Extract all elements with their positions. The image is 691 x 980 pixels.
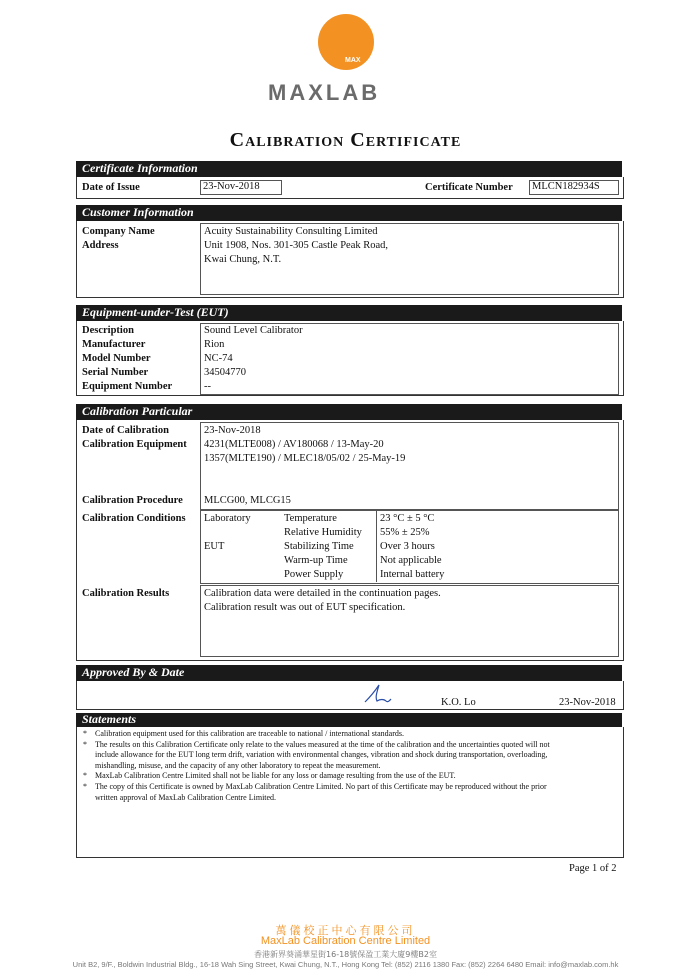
condition-value: 55% ± 25%: [380, 527, 430, 538]
model-number-label: Model Number: [82, 353, 151, 364]
section-heading: Certificate Information: [82, 161, 198, 175]
calibration-conditions-label: Calibration Conditions: [82, 513, 186, 524]
serial-number-label: Serial Number: [82, 367, 149, 378]
logo-wordmark: MAXLAB: [268, 80, 381, 105]
calibration-equipment-line-2: 1357(MLTE190) / MLEC18/05/02 / 25-May-19: [204, 453, 406, 464]
serial-number-value: 34504770: [204, 367, 246, 378]
section-heading: Statements: [82, 712, 137, 726]
eut-header: [76, 305, 622, 321]
section-heading: Customer Information: [82, 205, 194, 219]
condition-eut: EUT: [204, 541, 225, 552]
statement-item: * MaxLab Calibration Centre Limited shall not be liable for any loss or damage resulting from the use of the EUT.: [83, 771, 456, 781]
date-of-issue-value: 23-Nov-2018: [200, 180, 282, 195]
results-line-2: Calibration result was out of EUT specification.: [204, 602, 406, 613]
condition-value: 23 °C ± 5 °C: [380, 513, 435, 524]
logo-tag: MAX: [345, 57, 361, 64]
page-number: Page 1 of 2: [569, 863, 617, 874]
certificate-number-label: Certificate Number: [425, 182, 513, 193]
approved-panel: [76, 681, 624, 710]
footer-address: Unit B2, 9/F., Boldwin Industrial Bldg., 16-18 Wah Sing Street, Kwai Chung, N.T., Hong Kong Tel: (852) 2116 1380 Fax: (852) 2264 6480 Email: info@maxlab.com.hk: [72, 960, 619, 969]
calibration-equipment-label: Calibration Equipment: [82, 439, 187, 450]
calibration-results-label: Calibration Results: [82, 588, 170, 599]
certificate-information-header: [76, 161, 622, 177]
equipment-number-value: --: [204, 381, 211, 392]
manufacturer-value: Rion: [204, 339, 225, 350]
section-heading: Calibration Particular: [82, 404, 193, 418]
document-title: Calibration Certificate: [229, 129, 462, 151]
section-heading: Approved By & Date: [82, 665, 185, 679]
calibration-equipment-line-1: 4231(MLTE008) / AV180068 / 13-May-20: [204, 439, 384, 450]
results-line-1: Calibration data were detailed in the continuation pages.: [204, 588, 441, 599]
signature: [362, 683, 392, 705]
customer-information-header: [76, 205, 622, 221]
calibration-procedure-value: MLCG00, MLCG15: [204, 495, 291, 506]
description-value: Sound Level Calibrator: [204, 325, 303, 336]
footer-chinese-address: 香港新界葵涌華星街16-18號保盈工業大廈9樓B2室: [254, 950, 437, 959]
description-label: Description: [82, 325, 134, 336]
approval-date: 23-Nov-2018: [559, 697, 616, 708]
calibration-procedure-label: Calibration Procedure: [82, 495, 183, 506]
conditions-divider: [376, 510, 377, 582]
company-name-value: Acuity Sustainability Consulting Limited: [204, 226, 378, 237]
statement-item: * The copy of this Certificate is owned by MaxLab Calibration Centre Limited. No part of this Certificate may be reproduced without the prior written approval of MaxLab Calibration Centre Limited.: [83, 781, 547, 802]
condition-laboratory: Laboratory: [204, 513, 251, 524]
statement-item: * Calibration equipment used for this calibration are traceable to national / international standards.: [83, 729, 405, 738]
footer-chinese-name: 萬儀校正中心有限公司: [275, 924, 416, 937]
approved-header: [76, 665, 622, 681]
model-number-value: NC-74: [204, 353, 233, 364]
calibration-particular-header: [76, 404, 622, 420]
footer-company-name: MaxLab Calibration Centre Limited: [260, 935, 431, 947]
company-name-label: Company Name: [82, 226, 155, 237]
approver-name: K.O. Lo: [441, 697, 476, 708]
date-of-calibration-label: Date of Calibration: [82, 425, 169, 436]
condition-value: Internal battery: [380, 569, 445, 580]
certificate-number-value: MLCN182934S: [529, 180, 619, 195]
address-label: Address: [82, 240, 119, 251]
date-of-calibration-value: 23-Nov-2018: [204, 425, 261, 436]
statements-list: [83, 729, 613, 803]
condition-param: Warm-up Time: [284, 555, 348, 566]
section-heading: Equipment-under-Test (EUT): [82, 305, 229, 319]
condition-param: Relative Humidity: [284, 527, 362, 538]
condition-value: Not applicable: [380, 555, 442, 566]
address-line-1: Unit 1908, Nos. 301-305 Castle Peak Road,: [204, 240, 389, 251]
manufacturer-label: Manufacturer: [82, 339, 146, 350]
statement-item: * The results on this Calibration Certificate only relate to the values measured at the time of the calibration and the uncertainties quoted will not include allowance for the EUT long term drift, variation with environmental changes, vibration and shock during transportation, overloading, mishandling, misuse, and the capacity of any other laboratory to repeat the measurement.: [83, 739, 550, 770]
condition-param: Stabilizing Time: [284, 541, 354, 552]
condition-param: Temperature: [284, 513, 337, 524]
condition-param: Power Supply: [284, 569, 344, 580]
date-of-issue-label: Date of Issue: [82, 182, 140, 193]
condition-value: Over 3 hours: [380, 541, 435, 552]
equipment-number-label: Equipment Number: [82, 381, 173, 392]
statements-header: [76, 713, 622, 727]
address-line-2: Kwai Chung, N.T.: [204, 254, 282, 265]
